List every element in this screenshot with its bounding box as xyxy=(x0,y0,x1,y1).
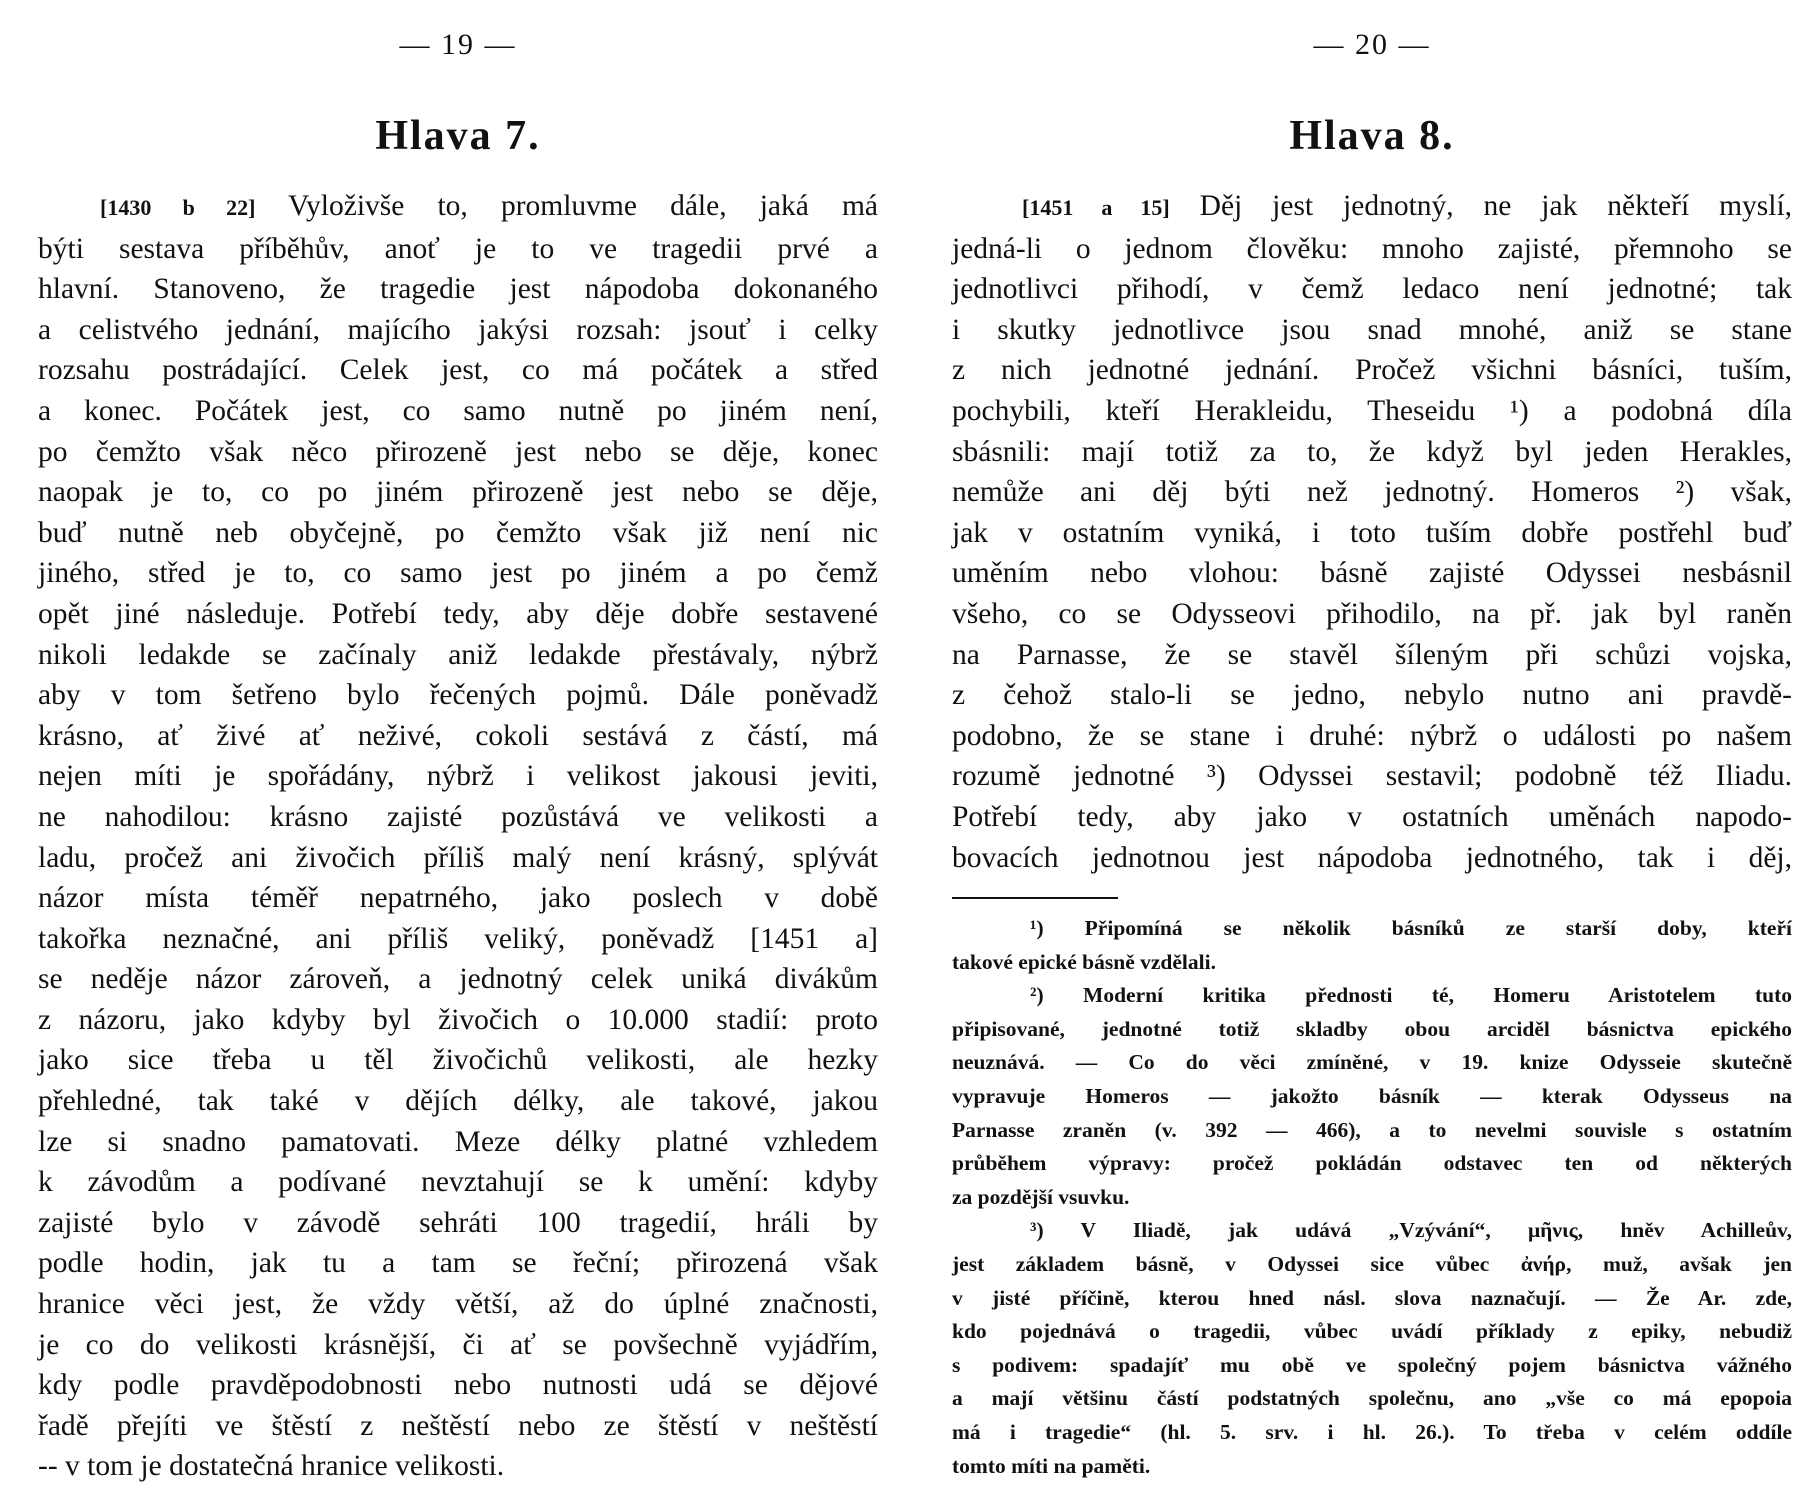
text-line: přehledné, tak také v dějích délky, ale takové, jakou xyxy=(38,1085,878,1118)
text-line: jednotlivci přihodí, v čemž ledaco není jednotné; tak xyxy=(952,273,1792,306)
text-line: takořka neznačné, ani příliš veliký, poněvadž [1451 a] xyxy=(38,922,878,955)
text-line: nemůže ani děj býti než jednotný. Homeros ²) však, xyxy=(952,476,1792,509)
text-line: ladu, pročež ani živočich příliš malý není krásný, splývát xyxy=(38,841,878,874)
text-line: aby v tom šetřeno bylo řečených pojmů. Dále poněvadž xyxy=(38,679,878,712)
footnote-line: s podivem: spadajíť mu obě ve společný pojem básnictva vážného xyxy=(952,1352,1792,1377)
chapter-text xyxy=(38,186,878,1487)
footnote-line: jest základem básně, v Odyssei sice vůbec ἀνήρ, muž, avšak jen xyxy=(952,1251,1792,1276)
chapter-heading: Hlava 8. xyxy=(1289,113,1455,159)
text-line: bovacích jednotnou jest nápodoba jednotného, tak i děj, xyxy=(952,841,1792,874)
footnote-line: kdo pojednává o tragedii, vůbec uvádí příklady z epiky, nebudiž xyxy=(952,1319,1792,1344)
text-line: a konec. Počátek jest, co samo nutně po jiném není, xyxy=(38,394,878,427)
text-line: po čemžto však něco přirozeně jest nebo se děje, konec xyxy=(38,435,878,468)
footnote-line: připisované, jednotné totiž skladby obou arciděl básnictva epického xyxy=(952,1016,1792,1041)
footnotes xyxy=(952,912,1792,1483)
text-line: všeho, co se Odysseovi přihodilo, na př. jak byl raněn xyxy=(952,597,1792,630)
text-line: Potřebí tedy, aby jako v ostatních uměnách napodo- xyxy=(952,800,1792,833)
bekker-reference: [1430 b 22] xyxy=(100,195,256,220)
text-line: a celistvého jednání, majícího jakýsi rozsah: jsouť i celky xyxy=(38,313,878,346)
footnote-line: ³) V Iliadě, jak udává „Vzývání“, μῆνις, hněv Achilleův, xyxy=(1030,1218,1792,1243)
text-line: kdy podle pravděpodobnosti nebo nutnosti udá se dějové xyxy=(38,1369,878,1402)
page-number: — 20 — xyxy=(1313,28,1431,61)
text-line: je co do velikosti krásnější, či ať se povšechně vyjádřím, xyxy=(38,1328,878,1361)
text-line: jedná-li o jednom člověku: mnoho zajisté, přemnoho se xyxy=(952,232,1792,265)
text-line: z nich jednotné jednání. Pročež všichni básníci, tuším, xyxy=(952,354,1792,387)
text-line: opět jiné následuje. Potřebí tedy, aby děje dobře sestavené xyxy=(38,597,878,630)
text-line: ne nahodilou: krásno zajisté pozůstává ve velikosti a xyxy=(38,800,878,833)
text-line: -- v tom je dostatečná hranice velikosti. xyxy=(38,1450,505,1483)
text-line: nikoli ledakde se začínaly aniž ledakde přestávaly, nýbrž xyxy=(38,638,878,671)
text-line: z čehož stalo-li se jedno, nebylo nutno ani pravdě- xyxy=(952,679,1792,712)
text-line: sbásnili: mají totiž za to, že když byl jeden Herakles, xyxy=(952,435,1792,468)
text-line: podobno, že se stane i druhé: nýbrž o události po našem xyxy=(952,719,1792,752)
text-line: uměním nebo vlohou: básně zajisté Odyssei nesbásnil xyxy=(952,557,1792,590)
footnote-line: má i tragedie“ (hl. 5. srv. i hl. 26.). To třeba v celém oddíle xyxy=(952,1419,1792,1444)
text-line: pochybili, kteří Herakleidu, Theseidu ¹) a podobná díla xyxy=(952,394,1792,427)
text-line: rozumě jednotné ³) Odyssei sestavil; podobně též Iliadu. xyxy=(952,760,1792,793)
text-line: z názoru, jako kdyby byl živočich o 10.000 stadií: proto xyxy=(38,1003,878,1036)
footnote-line: ²) Moderní kritika přednosti té, Homeru Aristotelem tuto xyxy=(1030,983,1792,1008)
text-line: i skutky jednotlivce jsou snad mnohé, aniž se stane xyxy=(952,313,1792,346)
chapter-text xyxy=(952,186,1792,878)
footnote-line: průběhem výpravy: pročež pokládán odstavec ten od některých xyxy=(952,1151,1792,1176)
text-line: [1451 a 15] Děj jest jednotný, ne jak někteří myslí, xyxy=(1022,190,1793,222)
text-line: zajisté bylo v závodě sehráti 100 tragedií, hráli by xyxy=(38,1206,878,1239)
footnote-line: Parnasse zraněn (v. 392 — 466), a to nevelmi souvisle s ostatním xyxy=(952,1117,1792,1142)
chapter-heading: Hlava 7. xyxy=(375,113,541,159)
text-line: nejen míti je spořádány, nýbrž i velikost jakousi jeviti, xyxy=(38,760,878,793)
footnote-line: a mají většinu částí podstatných společnu, ano „vše co má epopoia xyxy=(952,1386,1792,1411)
footnote-line: takové epické básně vzdělali. xyxy=(952,949,1216,974)
text-line: jako sice třeba u těl živočichů velikosti, ale hezky xyxy=(38,1044,878,1077)
text-line: naopak je to, co po jiném přirozeně jest nebo se děje, xyxy=(38,476,878,509)
text-line: podle hodin, jak tu a tam se řeční; přirozená však xyxy=(38,1247,878,1280)
text-line: býti sestava příběhův, anoť je to ve tragedii prvé a xyxy=(38,232,878,265)
footnote-line: neuznává. — Co do věci zmíněné, v 19. knize Odysseie skutečně xyxy=(952,1050,1792,1075)
footnote-line: ¹) Připomíná se několik básníků ze starší doby, kteří xyxy=(1030,916,1792,940)
text-line: jak v ostatním vyniká, i toto tuším dobře postřehl buď xyxy=(952,516,1792,549)
page-number: — 19 — xyxy=(399,28,517,61)
text-line: na Parnasse, že se stavěl šíleným při schůzi vojska, xyxy=(952,638,1792,671)
footnote-line: tomto míti na paměti. xyxy=(952,1453,1151,1478)
footnote-line: za pozdější vsuvku. xyxy=(952,1184,1130,1209)
footnote-rule xyxy=(952,897,1118,899)
text-line: hlavní. Stanoveno, že tragedie jest nápodoba dokonaného xyxy=(38,273,878,306)
text-line: řadě přejíti ve štěstí z neštěstí nebo ze štěstí v neštěstí xyxy=(38,1409,878,1442)
text-line: názor místa téměř nepatrného, jako poslech v době xyxy=(38,882,878,915)
footnote-line: v jisté příčině, kterou hned násl. slova naznačují. — Že Ar. zde, xyxy=(952,1285,1792,1310)
text-line: se neděje názor zároveň, a jednotný celek uniká divákům xyxy=(38,963,878,996)
text-line: buď nutně neb obyčejně, po čemžto však již není nic xyxy=(38,516,878,549)
text-line: k závodům a podívané nevztahují se k umění: kdyby xyxy=(38,1166,878,1199)
text-line: krásno, ať živé ať neživé, cokoli sestává z částí, má xyxy=(38,719,878,752)
text-line: hranice věci jest, že vždy větší, až do úplné značnosti, xyxy=(38,1288,878,1321)
text-line: lze si snadno pamatovati. Meze délky platné vzhledem xyxy=(38,1125,878,1158)
text-line: jiného, střed je to, co samo jest po jiném a po čemž xyxy=(38,557,878,590)
bekker-reference: [1451 a 15] xyxy=(1022,195,1170,220)
footnote-line: vypravuje Homeros — jakožto básník — kterak Odysseus na xyxy=(952,1083,1792,1108)
text-line: [1430 b 22] Vyloživše to, promluvme dále, jaká má xyxy=(100,190,879,222)
text-line: rozsahu postrádající. Celek jest, co má počátek a střed xyxy=(38,354,878,387)
